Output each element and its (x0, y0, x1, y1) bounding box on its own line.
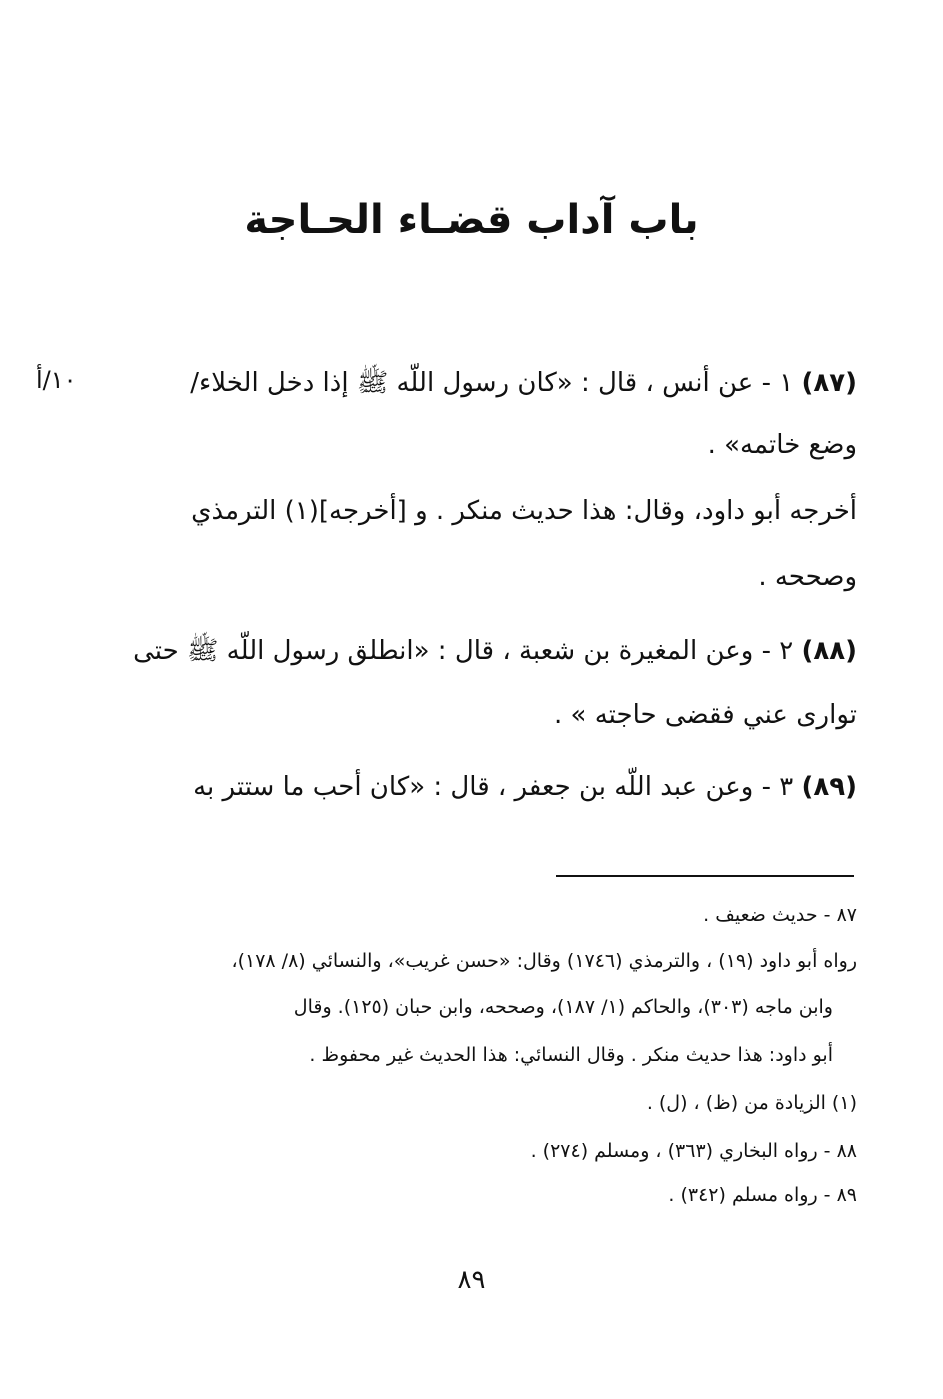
takhrij-line-1: أخرجه أبو داود، وقال: هذا حديث منكر . و [أخرجه](١) الترمذي (191, 496, 857, 526)
hadith-87-line-1 (137, 362, 857, 404)
hadith-88-line-2: توارى عني فقضى حاجته » . (554, 700, 857, 730)
page-number: ٨٩ (457, 1265, 486, 1295)
footnote-87-line-1: رواه أبو داود (١٩) ، والترمذي (١٧٤٦) وقال: «حسن غريب»، والنسائي (٨/ ١٧٨)، (231, 950, 857, 972)
footnote-note-1: (١) الزيادة من (ظ) ، (ل) . (646, 1092, 857, 1114)
hadith-number-87: (٨٧) (801, 368, 857, 398)
footnote-89: ٨٩ - رواه مسلم (٣٤٢) . (668, 1184, 857, 1206)
hadith-89-line-1 (137, 766, 857, 808)
hadith-number-88: (٨٨) (801, 636, 857, 666)
footnote-88: ٨٨ - رواه البخاري (٣٦٣) ، ومسلم (٢٧٤) . (530, 1140, 857, 1162)
footnote-87-line-2: وابن ماجه (٣٠٣)، والحاكم (١/ ١٨٧)، وصححه، وابن حبان (١٢٥). وقال (293, 996, 833, 1018)
footnote-87-line-3: أبو داود: هذا حديث منكر . وقال النسائي: هذا الحديث غير محفوظ . (309, 1044, 833, 1066)
footnote-87-status: ٨٧ - حديث ضعيف . (703, 904, 857, 926)
hadith-87-line-2: وضع خاتمه» . (707, 430, 857, 460)
hadith-89-text: ٣ - وعن عبد اللّه بن جعفر ، قال : «كان أحب ما ستتر به (193, 772, 794, 802)
hadith-88-line-1 (133, 630, 857, 672)
footnote-separator (556, 875, 854, 877)
takhrij-line-2: وصححه . (758, 562, 857, 592)
hadith-number-89: (٨٩) (801, 772, 857, 802)
hadith-87-text: ١ - عن أنس ، قال : «كان رسول اللّه ﷺ إذا دخل الخلاء/ (190, 368, 794, 398)
manuscript-folio-note: ١٠/أ (36, 366, 77, 394)
chapter-title: باب آداب قضـاء الحـاجة (244, 197, 699, 243)
hadith-88-text: ٢ - وعن المغيرة بن شعبة ، قال : «انطلق رسول اللّه ﷺ حتى (133, 636, 794, 666)
